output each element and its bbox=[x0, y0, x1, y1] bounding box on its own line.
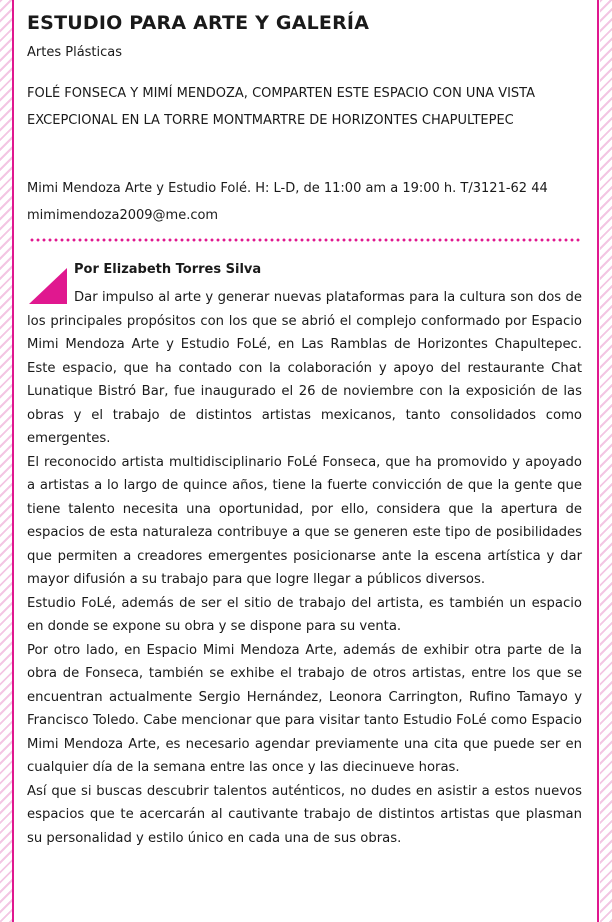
headline bbox=[27, 80, 535, 134]
venue-info bbox=[27, 175, 548, 229]
right-rule bbox=[597, 0, 599, 922]
right-stripe-border bbox=[600, 0, 612, 922]
article-paragraph: Dar impulso al arte y generar nuevas plataformas para la cultura son dos de los principales propósitos con los que se abrió el complejo conformado por Espacio Mimi Mendoza Arte y Estudio FoLé, en Las Ramblas de Horizontes Chapultepec. Este espacio, que ha contado con la colaboración y apoyo del restaurante Chat Lunatique Bistró Bar, fue inaugurado el 26 de noviembre con la exposición de las obras y el trabajo de distintos artistas mexicanos, tanto consolidados como emergentes. bbox=[27, 290, 582, 446]
article-body bbox=[27, 286, 582, 850]
article-paragraph: El reconocido artista multidisciplinario FoLé Fonseca, que ha promovido y apoyado a artistas a lo largo de quince años, tiene la fuerte convicción de que la gente que tiene talento necesita una oportunidad, por ello, considera que la apertura de espacios de esta naturaleza contribuye a que se generen este tipo de posibilidades que permiten a creadores emergentes posicionarse ante la escena artística y dar mayor difusión a su trabajo para que logre llegar a públicos diversos. bbox=[27, 454, 582, 587]
category-label: Artes Plásticas bbox=[27, 45, 123, 60]
article-paragraph: Por otro lado, en Espacio Mimi Mendoza Arte, además de exhibir otra parte de la obra de Fonseca, también se exhibe el trabajo de otros artistas, entre los que se encuentran actualmente Sergio Hernández, Leonora Carrington, Rufino Tamayo y Francisco Toledo. Cabe mencionar que para visitar tanto Estudio FoLé como Espacio Mimi Mendoza Arte, es necesario agendar previamente una cita que puede ser en cualquier día de la semana entre las once y las diecinueve horas. bbox=[27, 642, 582, 775]
author-byline: Por Elizabeth Torres Silva bbox=[74, 262, 262, 277]
dotted-divider bbox=[29, 238, 582, 242]
venue-email: mimimendoza2009@me.com bbox=[27, 208, 219, 223]
left-stripe-border bbox=[0, 0, 12, 922]
article-paragraph: Así que si buscas descubrir talentos auténticos, no dudes en asistir a estos nuevos espacios que te acercarán al cautivante trabajo de distintos artistas que plasman su personalidad y estilo único en cada una de sus obras. bbox=[27, 783, 582, 846]
headline-line: EXCEPCIONAL EN LA TORRE MONTMARTRE DE HORIZONTES CHAPULTEPEC bbox=[27, 113, 514, 128]
headline-line: FOLÉ FONSECA Y MIMÍ MENDOZA, COMPARTEN ESTE ESPACIO CON UNA VISTA bbox=[27, 86, 535, 101]
left-rule bbox=[12, 0, 14, 922]
page-title: ESTUDIO PARA ARTE Y GALERÍA bbox=[27, 12, 370, 34]
venue-details: Mimi Mendoza Arte y Estudio Folé. H: L-D, de 11:00 am a 19:00 h. T/3121-62 44 bbox=[27, 181, 548, 196]
article-paragraph: Estudio FoLé, además de ser el sitio de trabajo del artista, es también un espacio en donde se expone su obra y se dispone para su venta. bbox=[27, 595, 582, 634]
